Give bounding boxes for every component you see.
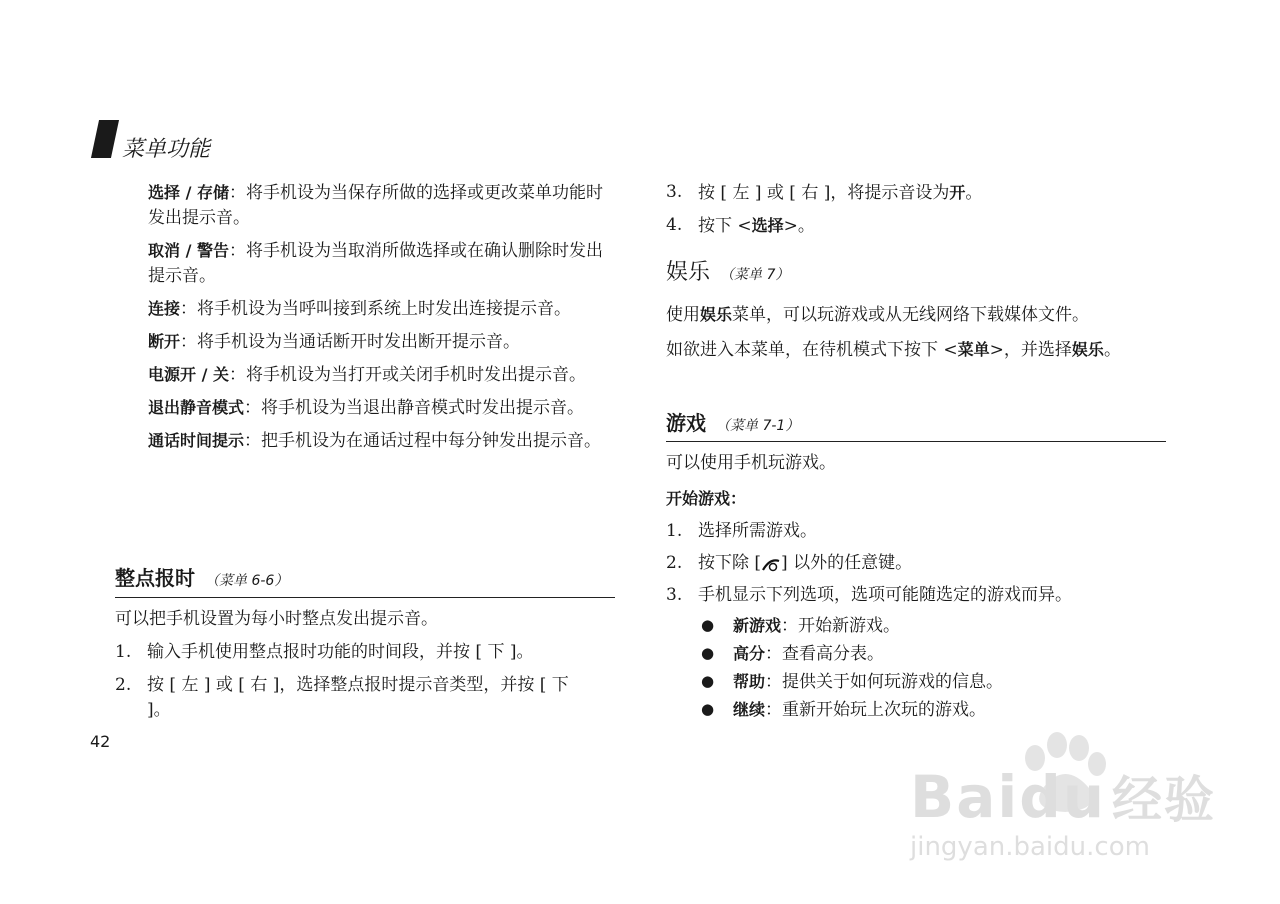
games-intro: 可以使用手机玩游戏。 bbox=[666, 453, 836, 473]
list-item: ● 高分：查看高分表。 bbox=[701, 644, 885, 664]
option-cancel-warn: 取消 / 警告：将手机设为当取消所做选择或在确认删除时发出提示音。 bbox=[148, 241, 603, 286]
option-connect: 连接：将手机设为当呼叫接到系统上时发出连接提示音。 bbox=[148, 299, 572, 319]
watermark-url: jingyan.baidu.com bbox=[910, 832, 1150, 862]
page-header-title: 菜单功能 bbox=[122, 137, 211, 162]
list-item: ● 继续：重新开始玩上次玩的游戏。 bbox=[701, 700, 987, 720]
section-rule bbox=[666, 441, 1166, 442]
section-entertainment bbox=[666, 258, 1166, 363]
section-games bbox=[666, 410, 1166, 724]
list-item: 1. 输入手机使用整点报时功能的时间段，并按 [ 下 ]。 bbox=[115, 642, 534, 662]
page-number: 42 bbox=[90, 732, 111, 751]
option-disconnect: 断开：将手机设为当通话断开时发出断开提示音。 bbox=[148, 332, 521, 352]
game-options-list bbox=[701, 612, 1166, 724]
start-game-label: 开始游戏： bbox=[666, 489, 747, 508]
list-item: 1. 选择所需游戏。 bbox=[666, 521, 817, 541]
list-item: 3. 手机显示下列选项，选项可能随选定的游戏而异。 bbox=[666, 585, 1072, 605]
list-item: 3. 按 [ 左 ] 或 [ 右 ]，将提示音设为开。 bbox=[666, 182, 983, 203]
list-item: 2. 按 [ 左 ] 或 [ 右 ]，选择整点报时提示音类型，并按 [ 下 ]。 bbox=[115, 675, 569, 720]
section-rule bbox=[115, 597, 615, 598]
left-options bbox=[148, 180, 618, 454]
section-title: 整点报时 （菜单 6-6） bbox=[115, 566, 289, 590]
section-intro: 可以把手机设置为每小时整点发出提示音。 bbox=[115, 609, 438, 629]
option-select-save: 选择 / 存储：将手机设为当保存所做的选择或更改菜单功能时发出提示音。 bbox=[148, 183, 603, 228]
end-call-key-icon bbox=[761, 556, 781, 572]
list-item: ● 新游戏：开始新游戏。 bbox=[701, 616, 901, 636]
ent-paragraph-2: 如欲进入本菜单，在待机模式下按下 <菜单>，并选择娱乐。 bbox=[666, 340, 1121, 360]
list-item: ● 帮助：提供关于如何玩游戏的信息。 bbox=[701, 672, 1004, 692]
ent-paragraph-1: 使用娱乐菜单，可以玩游戏或从无线网络下载媒体文件。 bbox=[666, 305, 1090, 325]
header-bar bbox=[91, 120, 119, 158]
section-hourly-chime bbox=[115, 565, 615, 723]
option-exit-silent: 退出静音模式：将手机设为当退出静音模式时发出提示音。 bbox=[148, 398, 585, 418]
right-top-steps bbox=[666, 180, 1166, 239]
section-title: 娱乐 （菜单 7） bbox=[666, 260, 790, 285]
section-title: 游戏 （菜单 7-1） bbox=[666, 411, 800, 435]
option-call-time: 通话时间提示：把手机设为在通话过程中每分钟发出提示音。 bbox=[148, 431, 602, 451]
list-item: 4. 按下 <选择>。 bbox=[666, 215, 815, 236]
list-item: 2. 按下除 [ ] 以外的任意键。 bbox=[666, 553, 913, 573]
baidu-watermark: Baidu 经验 jingyan.baidu.com bbox=[905, 720, 1225, 870]
option-power: 电源开 / 关：将手机设为当打开或关闭手机时发出提示音。 bbox=[148, 365, 586, 385]
